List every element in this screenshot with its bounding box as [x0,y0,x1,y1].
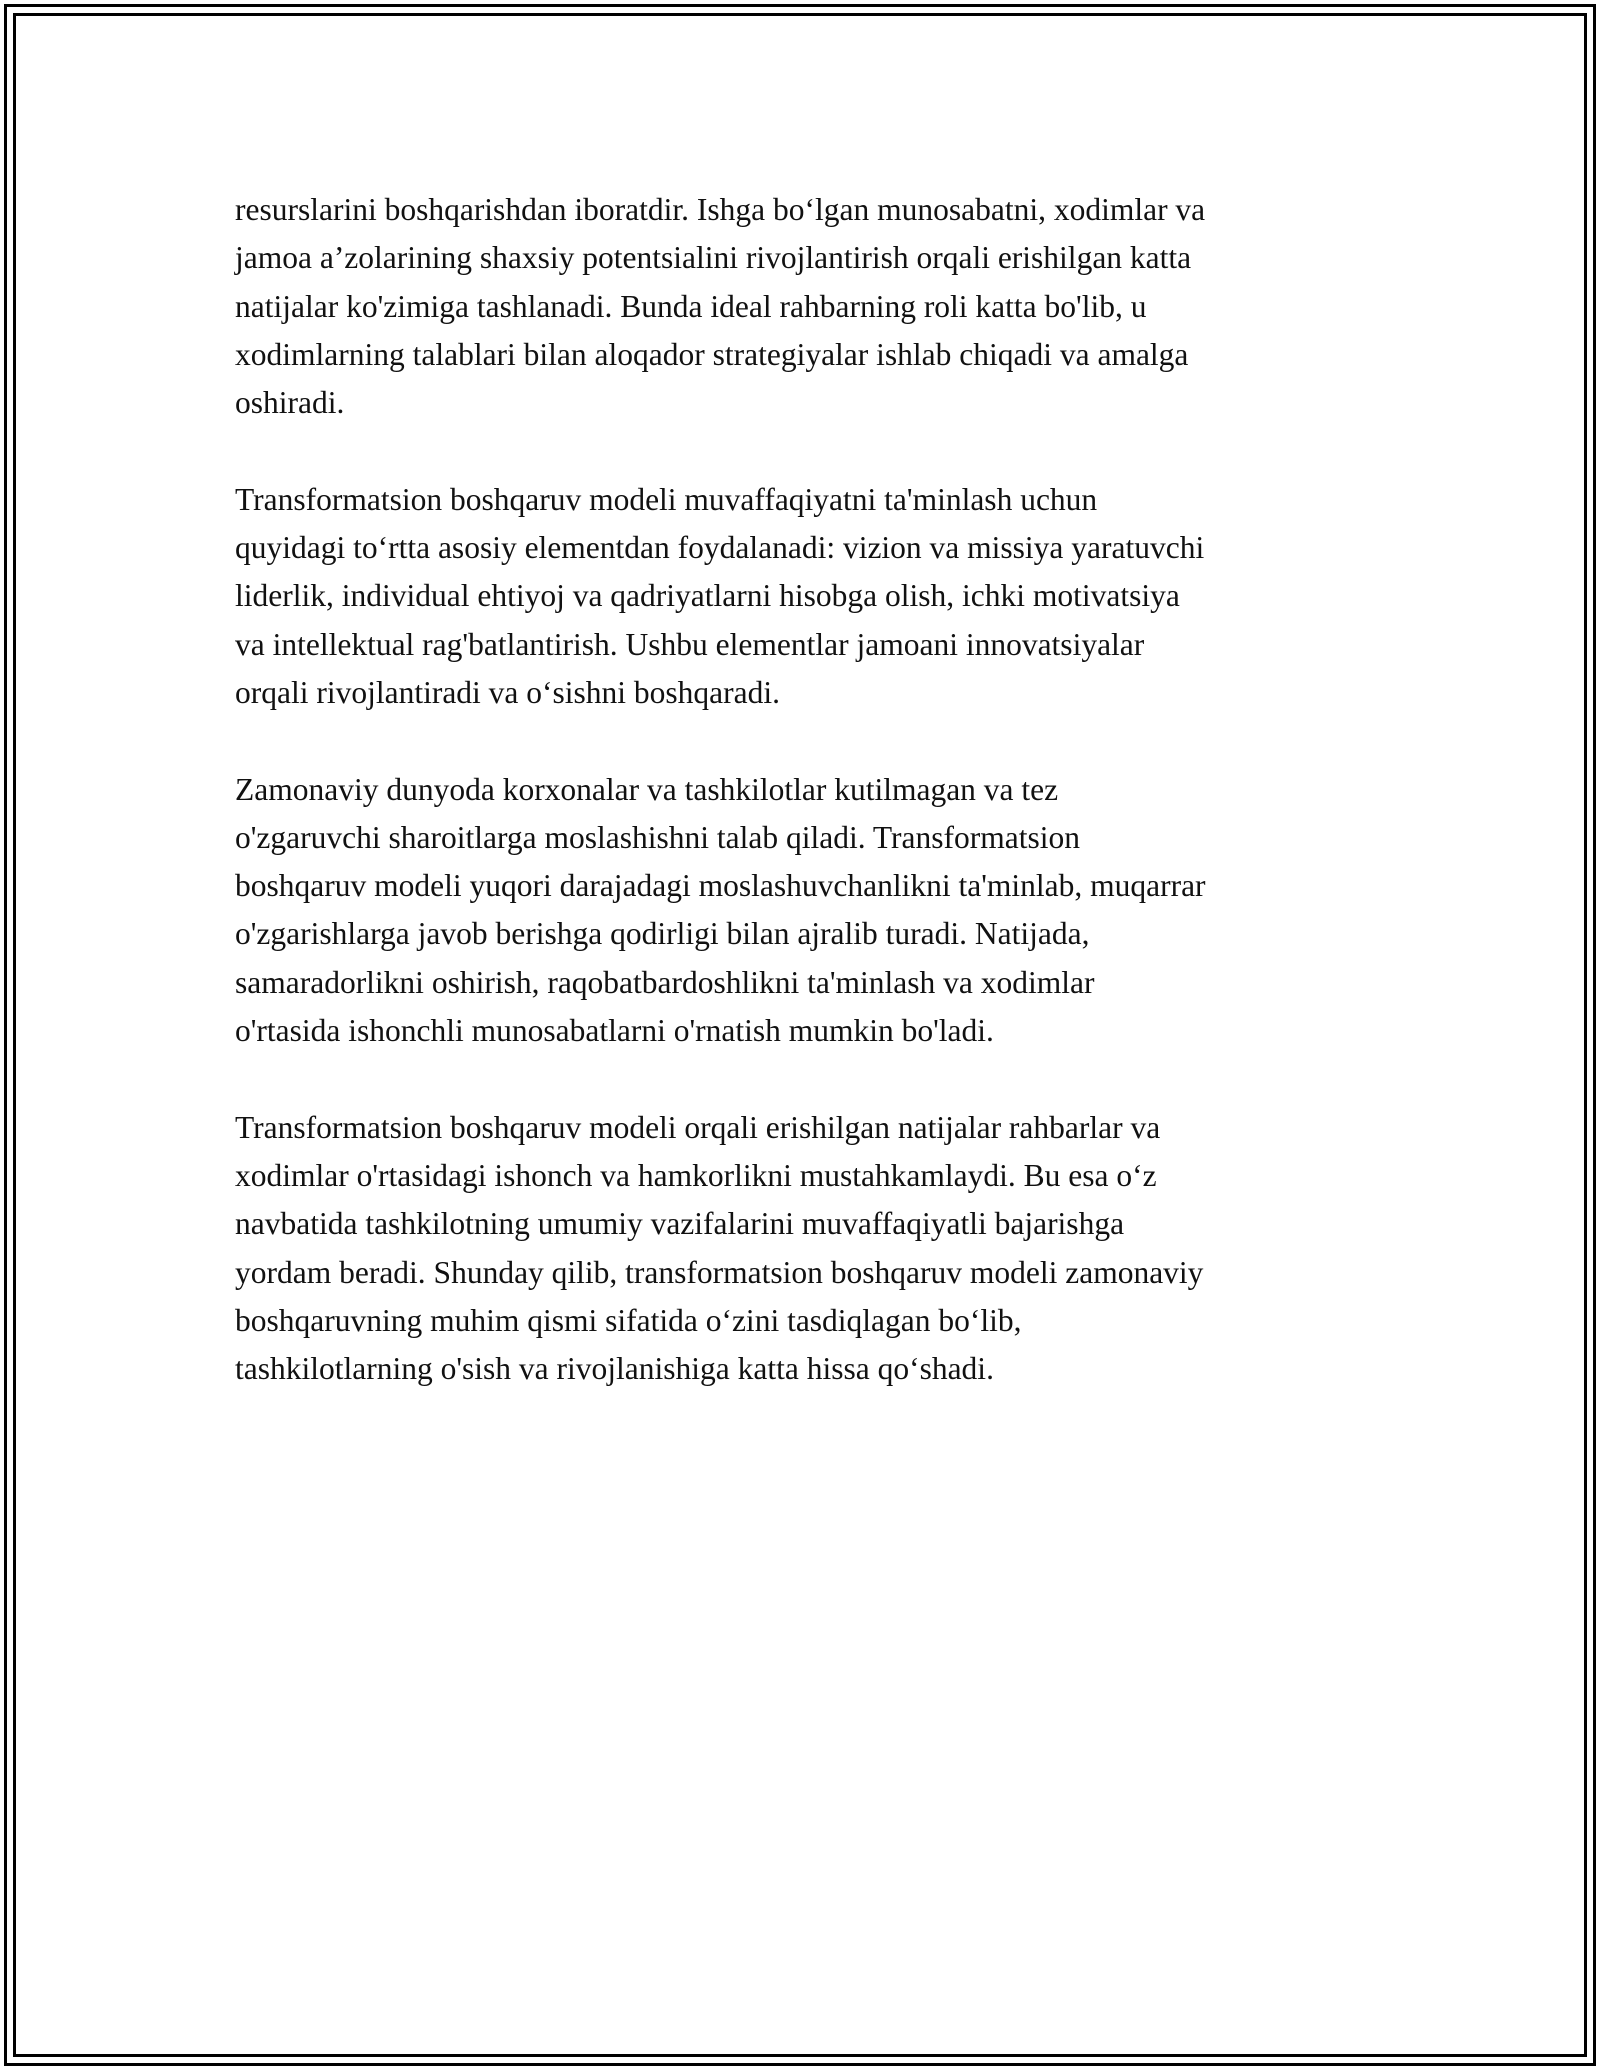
text-line: yordam beradi. Shunday qilib, transformatsion boshqaruv modeli zamonaviy [235,1254,1204,1290]
text-line: boshqaruv modeli yuqori darajadagi moslashuvchanlikni ta'minlab, muqarrar [235,868,1206,904]
document-body [235,186,1375,1442]
text-line: tashkilotlarning o'sish va rivojlanishiga katta hissa qo‘shadi. [235,1351,994,1387]
text-line: natijalar ko'zimiga tashlanadi. Bunda ideal rahbarning roli katta bo'lib, u [235,288,1147,324]
text-line: xodimlar o'rtasidagi ishonch va hamkorlikni mustahkamlaydi. Bu esa o‘z [235,1157,1157,1193]
text-line: samaradorlikni oshirish, raqobatbardoshlikni ta'minlash va xodimlar [235,964,1095,1000]
text-line: o'zgaruvchi sharoitlarga moslashishni talab qiladi. Transformatsion [235,819,1080,855]
text-line: jamoa a’zolarining shaxsiy potentsialini rivojlantirish orqali erishilgan katta [235,240,1192,276]
text-line: quyidagi to‘rtta asosiy elementdan foydalanadi: vizion va missiya yaratuvchi [235,530,1205,566]
text-line: boshqaruvning muhim qismi sifatida o‘zini tasdiqlagan bo‘lib, [235,1302,1022,1338]
text-line: Transformatsion boshqaruv modeli muvaffaqiyatni ta'minlash uchun [235,481,1098,517]
paragraph-3 [235,766,1375,1056]
text-line: orqali rivojlantiradi va o‘sishni boshqaradi. [235,674,781,710]
text-line: liderlik, individual ehtiyoj va qadriyatlarni hisobga olish, ichki motivatsiya [235,578,1180,614]
text-line: resurslarini boshqarishdan iboratdir. Ishga bo‘lgan munosabatni, xodimlar va [235,192,1206,227]
paragraph-1 [235,186,1375,427]
paragraph-4 [235,1104,1375,1394]
paragraph-2 [235,476,1375,717]
text-line: Zamonaviy dunyoda korxonalar va tashkilotlar kutilmagan va tez [235,771,1059,807]
text-line: navbatida tashkilotning umumiy vazifalarini muvaffaqiyatli bajarishga [235,1206,1125,1242]
text-line: xodimlarning talablari bilan aloqador strategiyalar ishlab chiqadi va amalga [235,336,1189,372]
text-line: va intellektual rag'batlantirish. Ushbu elementlar jamoani innovatsiyalar [235,626,1145,662]
text-line: o'zgarishlarga javob berishga qodirligi bilan ajralib turadi. Natijada, [235,916,1090,952]
text-line: o'rtasida ishonchli munosabatlarni o'rnatish mumkin bo'ladi. [235,1013,994,1049]
text-line: oshiradi. [235,385,345,421]
text-line: Transformatsion boshqaruv modeli orqali erishilgan natijalar rahbarlar va [235,1109,1161,1145]
